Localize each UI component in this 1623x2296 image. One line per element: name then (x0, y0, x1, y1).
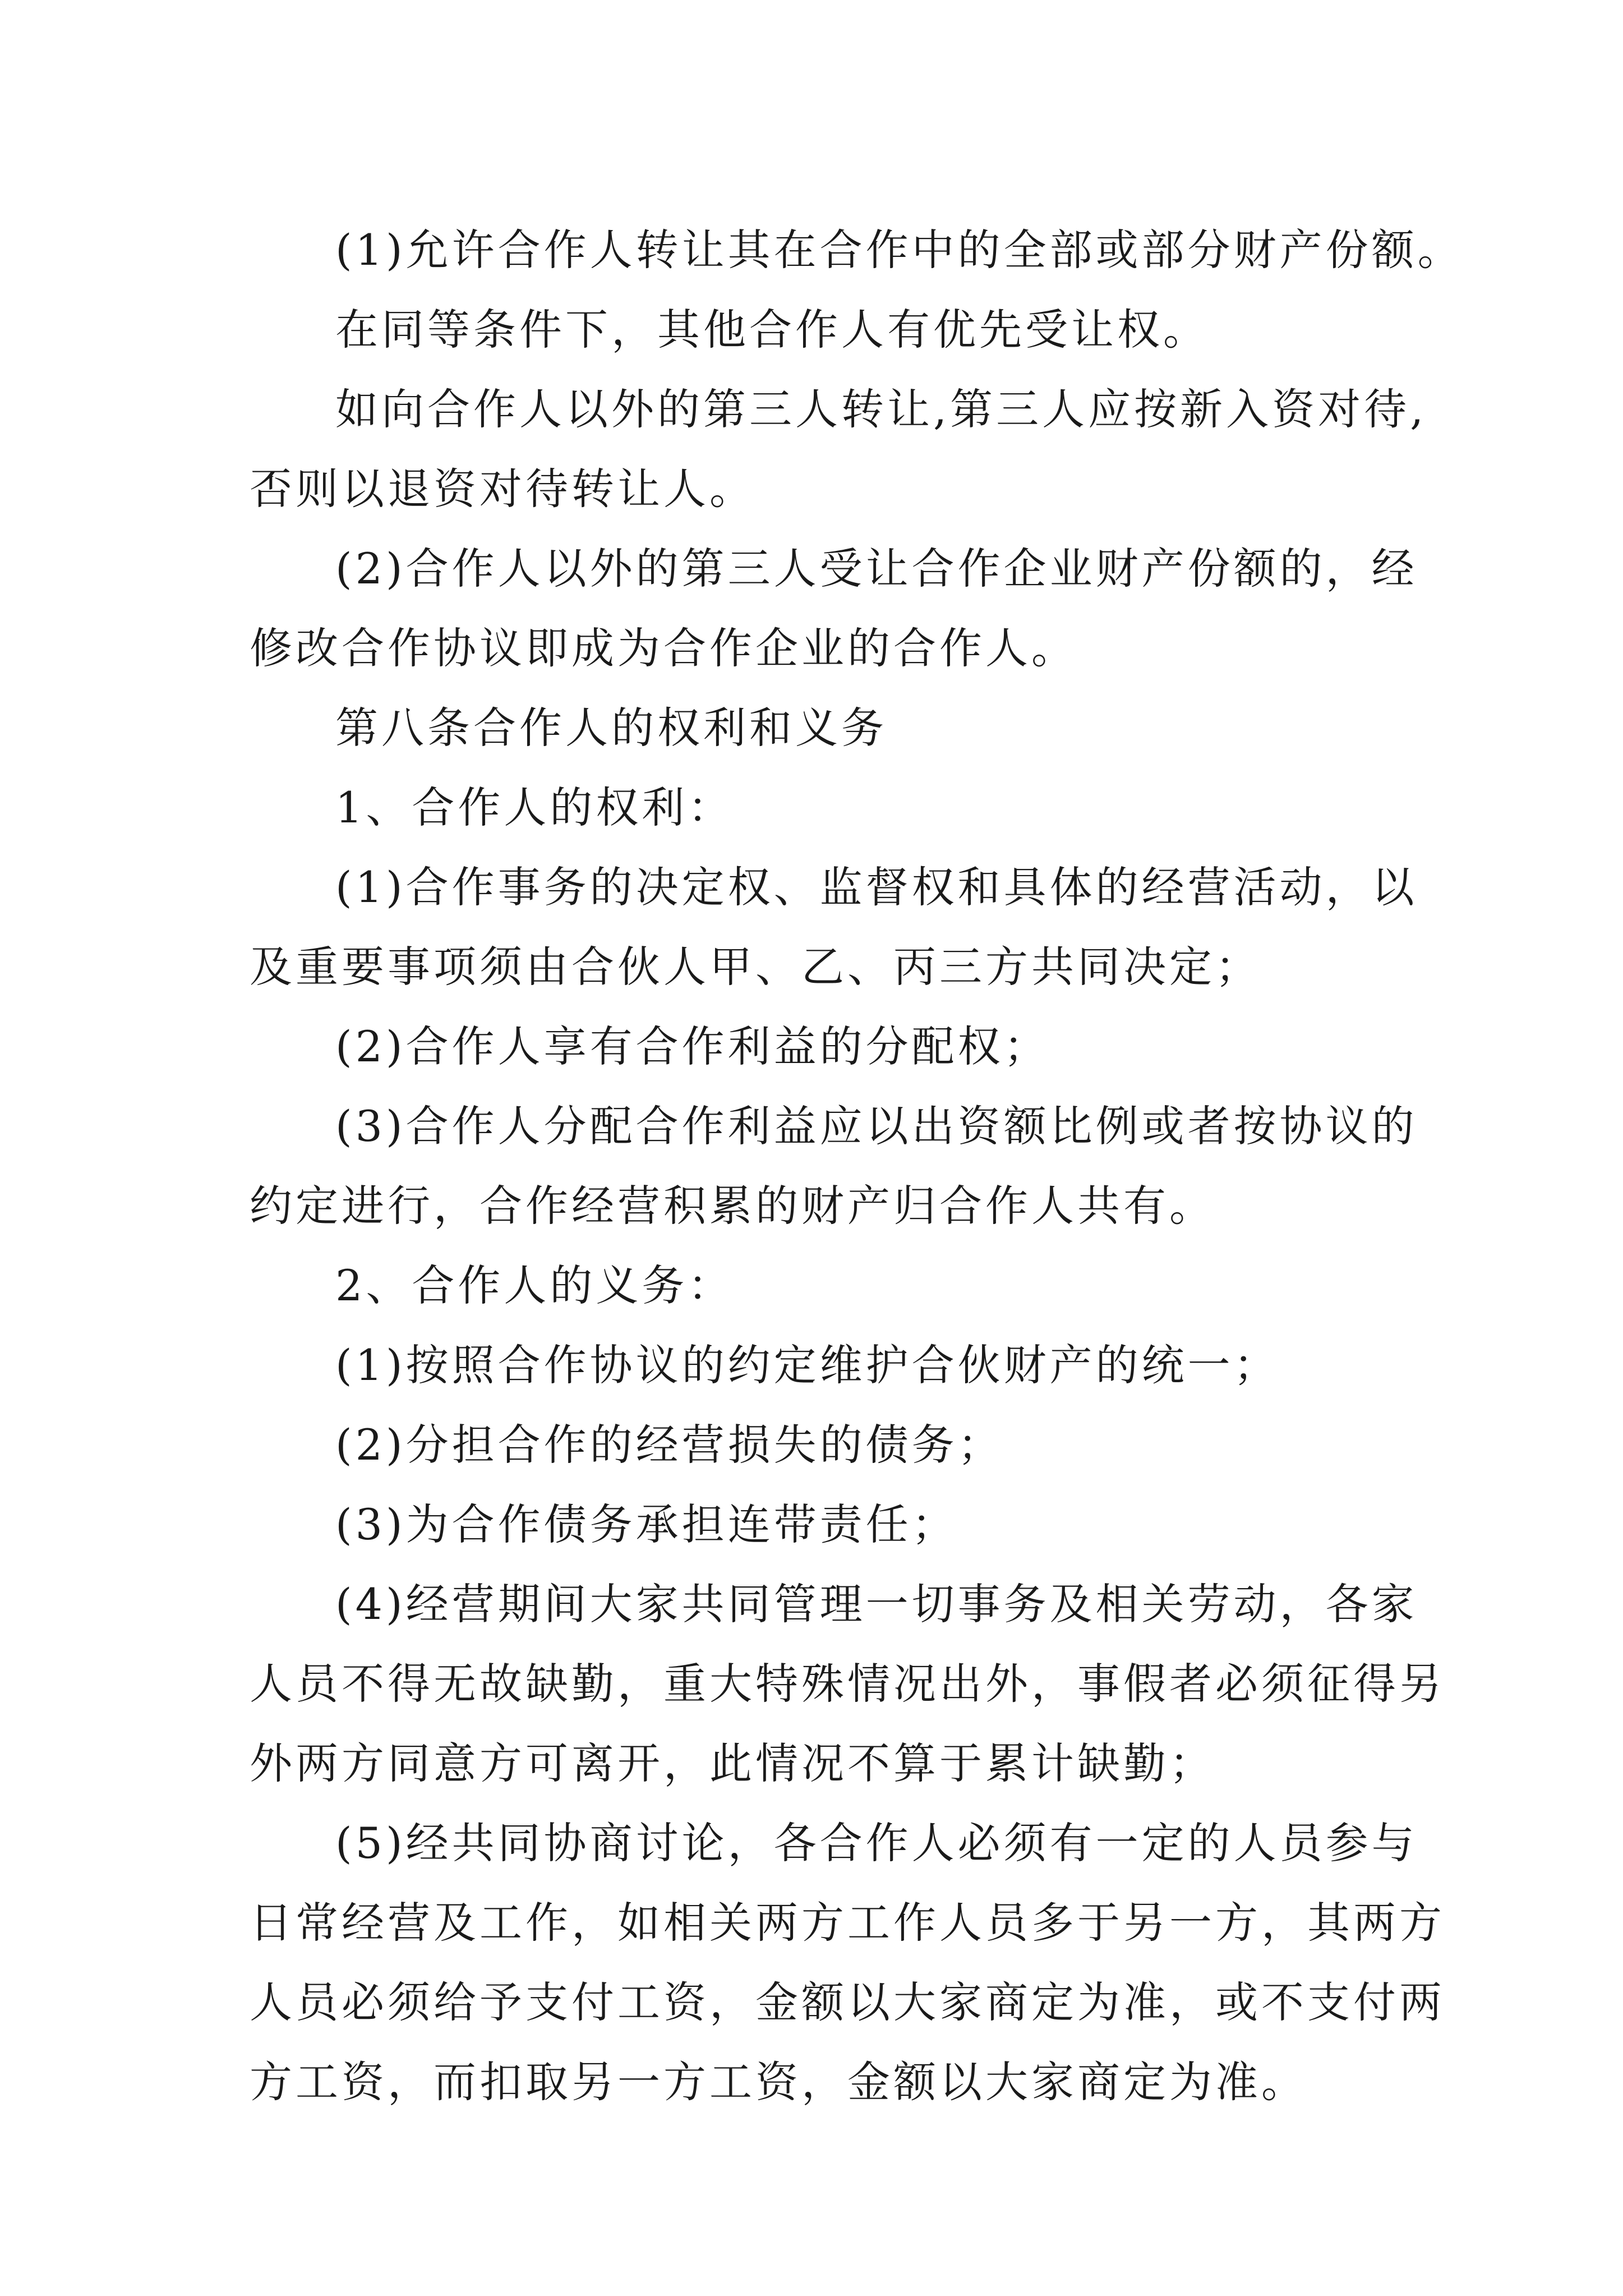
paragraph-line: 如向合作人以外的第三人转让,第三人应按新入资对待, (335, 384, 1427, 434)
paragraph-line: (1)合作事务的决定权、监督权和具体的经营活动，以 (335, 862, 1418, 912)
paragraph-line: 人员不得无故缺勤，重大特殊情况出外，事假者必须征得另 (250, 1659, 1445, 1709)
paragraph-line: 及重要事项须由合伙人甲、乙、丙三方共同决定； (250, 942, 1261, 992)
paragraph-line: 否则以退资对待转让人。 (250, 464, 755, 514)
paragraph-line: 外两方同意方可离开，此情况不算于累计缺勤； (250, 1738, 1215, 1788)
paragraph-line: 日常经营及工作，如相关两方工作人员多于另一方，其两方 (250, 1898, 1445, 1948)
paragraph-line: (2)分担合作的经营损失的债务； (335, 1420, 1004, 1470)
paragraph-line: (1)允许合作人转让其在合作中的全部或部分财产份额。 (335, 225, 1464, 275)
document-body (250, 210, 1464, 2122)
paragraph-line: (3)为合作债务承担连带责任； (335, 1499, 958, 1549)
paragraph-line: 约定进行，合作经营积累的财产归合作人共有。 (250, 1181, 1215, 1231)
paragraph-line: (2)合作人享有合作利益的分配权； (335, 1022, 1050, 1071)
paragraph-line: (5)经共同协商讨论，各合作人必须有一定的人员参与 (335, 1818, 1418, 1868)
article-heading: 第八条合作人的权利和义务 (335, 703, 887, 753)
paragraph-line: (2)合作人以外的第三人受让合作企业财产份额的，经 (335, 544, 1418, 593)
paragraph-line: (1)按照合作协议的约定维护合伙财产的统一； (335, 1340, 1280, 1390)
paragraph-line: (4)经营期间大家共同管理一切事务及相关劳动，各家 (335, 1579, 1418, 1629)
paragraph-line: 在同等条件下，其他合作人有优先受让权。 (335, 305, 1209, 355)
paragraph-line: (3)合作人分配合作利益应以出资额比例或者按协议的 (335, 1101, 1418, 1151)
paragraph-line: 方工资，而扣取另一方工资，金额以大家商定为准。 (250, 2057, 1307, 2107)
paragraph-line: 修改合作协议即成为合作企业的合作人。 (250, 623, 1077, 673)
section-heading: 2、合作人的义务： (335, 1260, 734, 1310)
paragraph-line: 人员必须给予支付工资，金额以大家商定为准，或不支付两 (250, 1977, 1445, 2027)
section-heading: 1、合作人的权利： (335, 783, 734, 832)
